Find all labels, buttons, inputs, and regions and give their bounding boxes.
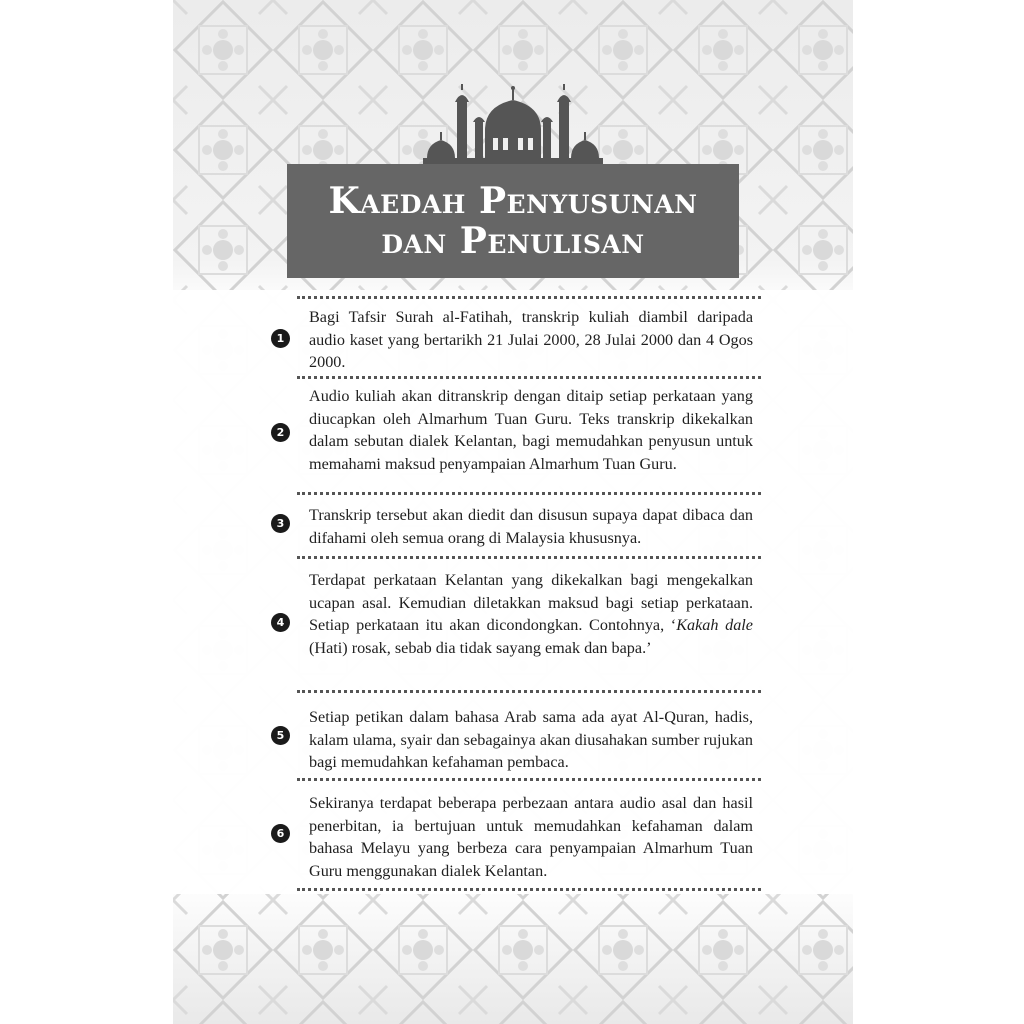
dotted-divider [297, 296, 761, 299]
dotted-divider [297, 492, 761, 495]
list-item [271, 792, 755, 884]
list-item [271, 385, 755, 491]
dotted-divider [297, 556, 761, 559]
item-text-part: (Hati) rosak, sebab dia tidak sayang emak dan bapa.’ [309, 638, 652, 657]
number-badge: 2 [271, 423, 290, 442]
page [173, 0, 853, 1024]
item-text: Sekiranya terdapat beberapa perbezaan antara audio asal dan hasil penerbitan, ia bertujuan untuk memudahkan kefahaman dalam bahasa Melayu yang berbeza cara penyampaian Almarhum Tuan Guru menggunakan dialek Kelantan. [309, 794, 753, 880]
dotted-divider [297, 888, 761, 891]
item-text [309, 569, 753, 659]
dotted-divider [297, 376, 761, 379]
list-item [271, 504, 755, 554]
dotted-divider [297, 778, 761, 781]
number-badge: 1 [271, 329, 290, 348]
item-text-italic: Kakah dale [676, 616, 753, 634]
item-text-part: Terdapat perkataan Kelantan yang dikekalkan bagi mengekalkan ucapan asal. Kemudian diletakkan maksud bagi setiap perkataan. Setiap perkataan itu akan dicondongkan. Contohnya, ‘ [309, 571, 753, 634]
item-text: Bagi Tafsir Surah al-Fatihah, transkrip kuliah diambil daripada audio kaset yang bertarikh 21 Julai 2000, 28 Julai 2000 dan 4 Ogos 2000. [309, 308, 753, 371]
number-badge: 6 [271, 824, 290, 843]
list-item [271, 569, 755, 685]
dotted-divider [297, 690, 761, 693]
number-badge: 3 [271, 514, 290, 533]
page-title [287, 164, 739, 278]
item-text: Setiap petikan dalam bahasa Arab sama ada ayat Al-Quran, hadis, kalam ulama, syair dan sebagainya akan diusahakan sumber rujukan bagi memudahkan kefahaman pembaca. [309, 708, 753, 771]
title-line-1: Kaedah Penyusunan [328, 180, 698, 222]
number-badge: 5 [271, 726, 290, 745]
item-text: Transkrip tersebut akan diedit dan disusun supaya dapat dibaca dan difahami oleh semua orang di Malaysia khususnya. [309, 506, 753, 547]
list-item [271, 706, 755, 776]
item-text: Audio kuliah akan ditranskrip dengan ditaip setiap perkataan yang diucapkan oleh Almarhum Tuan Guru. Teks transkrip dikekalkan dalam sebutan dialek Kelantan, bagi memudahkan penyusun untuk memahami maksud penyampaian Almarhum Tuan Guru. [309, 387, 753, 473]
mosque-silhouette-icon [423, 84, 603, 166]
list-item [271, 306, 755, 376]
title-line-2: dan Penulisan [381, 220, 645, 262]
number-badge: 4 [271, 613, 290, 632]
